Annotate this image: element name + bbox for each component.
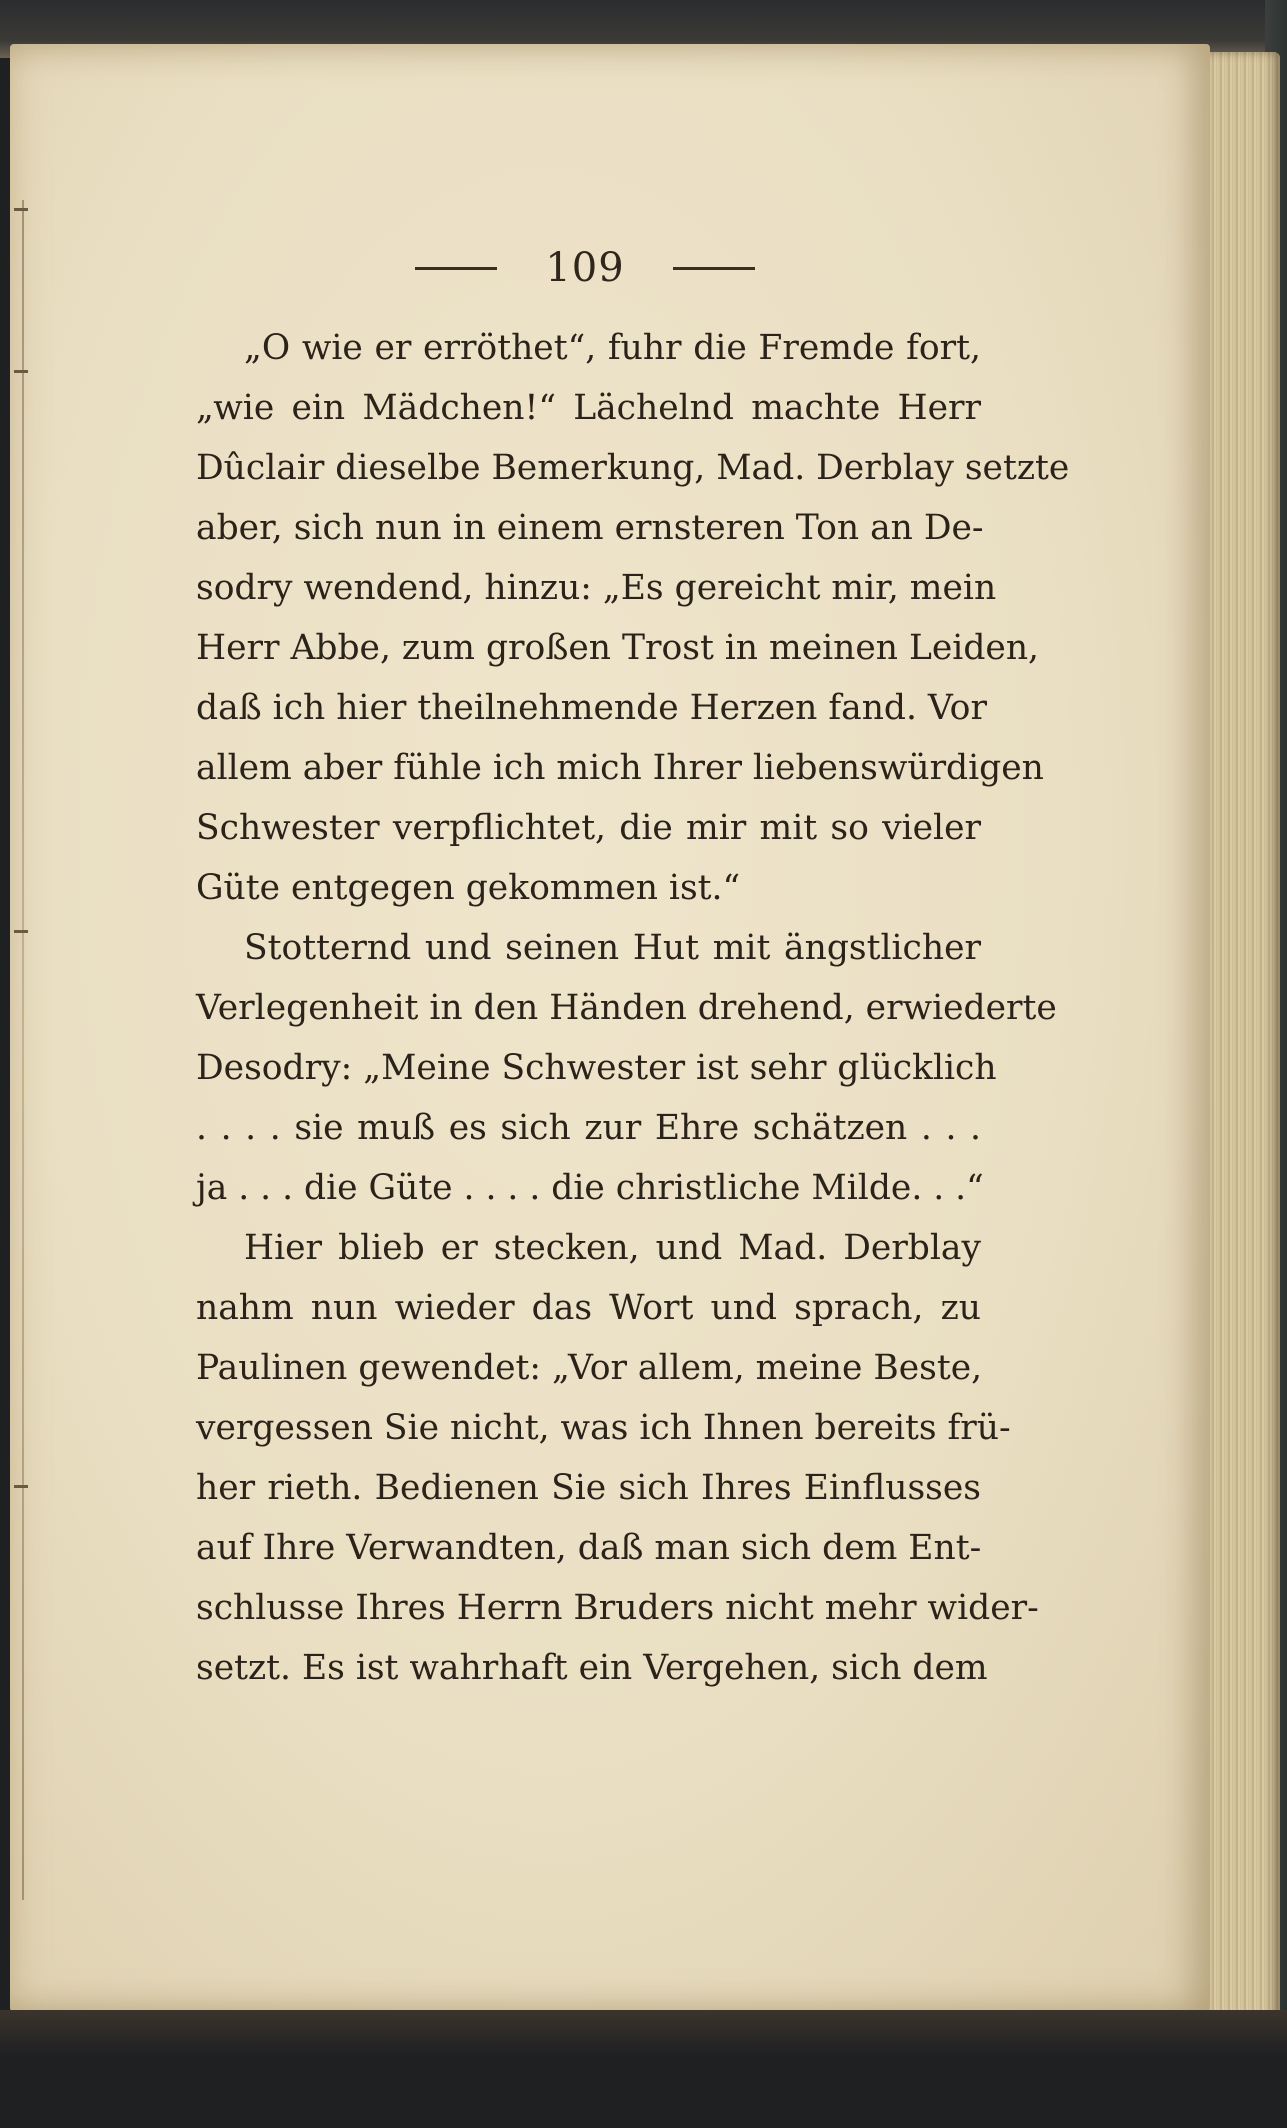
text-line: aber, sich nun in einem ernsteren Ton an De- (196, 508, 984, 548)
text-line: . . . . sie muß es sich zur Ehre schätzen . . . (196, 1108, 981, 1148)
text-line: „wie ein Mädchen!“ Lächelnd machte Herr (196, 388, 981, 428)
text-line: sodry wendend, hinzu: „Es gereicht mir, mein (196, 568, 997, 608)
text-line: her rieth. Bedienen Sie sich Ihres Einflusses (196, 1468, 981, 1508)
text-line: Desodry: „Meine Schwester ist sehr glücklich (196, 1048, 997, 1088)
text-line: nahm nun wieder das Wort und sprach, zu (196, 1288, 981, 1328)
gutter-mark (14, 208, 28, 211)
text-line: auf Ihre Verwandten, daß man sich dem Ent- (196, 1528, 982, 1568)
text-line: „O wie er erröthet“, fuhr die Fremde fort, (244, 328, 981, 368)
gutter-marks (14, 200, 34, 1700)
text-line: ja . . . die Güte . . . . die christliche Milde. . .“ (196, 1168, 984, 1208)
text-line: Hier blieb er stecken, und Mad. Derblay (244, 1228, 981, 1268)
text-line: setzt. Es ist wahrhaft ein Vergehen, sich dem (196, 1648, 988, 1688)
header-rule-right (673, 267, 755, 270)
text-line: Güte entgegen gekommen ist.“ (196, 868, 741, 908)
body-text (196, 318, 1070, 1698)
page-number: 109 (545, 245, 625, 291)
header-rule-left (415, 267, 497, 270)
text-line: Herr Abbe, zum großen Trost in meinen Leiden, (196, 628, 1040, 668)
text-line: Stotternd und seinen Hut mit ängstlicher (244, 928, 981, 968)
text-line: schlusse Ihres Herrn Bruders nicht mehr wider- (196, 1588, 1039, 1628)
text-line: vergessen Sie nicht, was ich Ihnen bereits frü- (196, 1408, 1011, 1448)
text-line: allem aber fühle ich mich Ihrer liebenswürdigen (196, 748, 1044, 788)
text-line: Schwester verpflichtet, die mir mit so vieler (196, 808, 981, 848)
text-line: Paulinen gewendet: „Vor allem, meine Beste, (196, 1348, 983, 1388)
text-line: Verlegenheit in den Händen drehend, erwiederte (196, 988, 1057, 1028)
text-line: Dûclair dieselbe Bemerkung, Mad. Derblay setzte (196, 448, 1070, 488)
scan-bottom-edge (0, 2010, 1287, 2128)
page-header (415, 238, 755, 298)
gutter-mark (14, 1485, 28, 1488)
gutter-mark (14, 930, 28, 933)
text-line: daß ich hier theilnehmende Herzen fand. Vor (196, 688, 987, 728)
gutter-mark (14, 370, 28, 373)
